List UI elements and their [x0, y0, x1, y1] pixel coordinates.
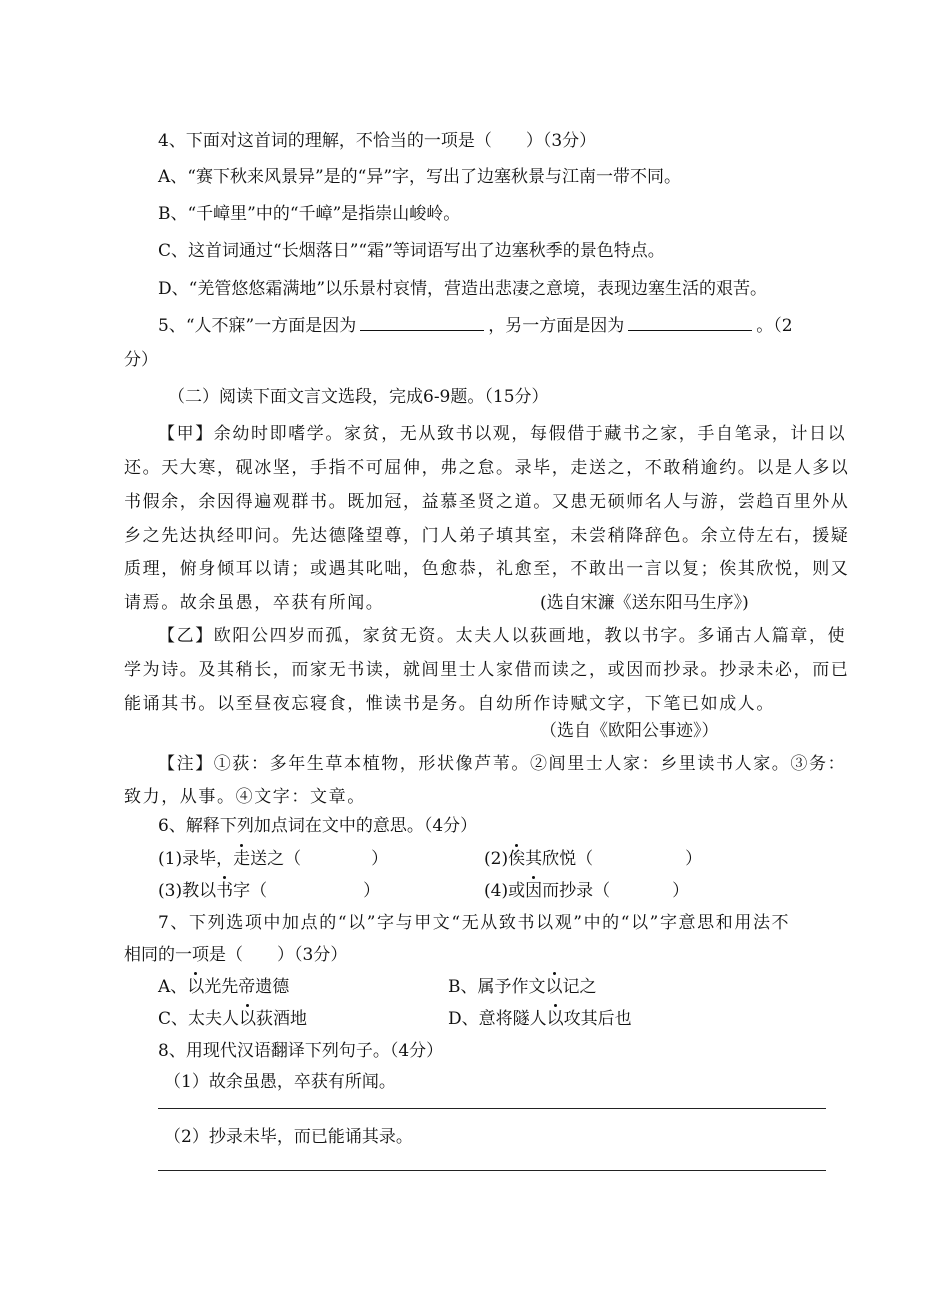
q6-stem: 6、解释下列加点词在文中的意思。（4分） — [158, 816, 478, 836]
q4-option-c: C、这首词通过“长烟落日”“霜”等词语写出了边塞秋季的景色特点。 — [158, 241, 665, 261]
emphasis-dot-char: 以 — [546, 1009, 564, 1029]
note-line2: 致力，从事。④文字：文章。 — [124, 787, 366, 807]
yi-line: 【乙】欧阳公四岁而孤，家贫无资。太夫人以荻画地，教以书字。多诵古人篇章，使 — [158, 626, 847, 646]
answer-line[interactable] — [158, 1108, 826, 1109]
emphasis-dot-char: 俟 — [508, 849, 526, 869]
jia-line: 还。天大寒，砚冰坚，手指不可屈伸，弗之怠。录毕，走送之，不敢稍逾约。以是人多以 — [124, 458, 850, 478]
q7-option-d: D、意将隧人以攻其后也 — [448, 1009, 632, 1029]
q4-option-b: B、“千嶂里”中的“千嶂”是指崇山峻岭。 — [158, 204, 461, 224]
emphasis-dot-char: 因 — [525, 881, 543, 901]
q5-blank-1[interactable] — [360, 316, 484, 331]
q6-item-2: (2)俟其欣悦（ ） — [484, 849, 703, 869]
q5-line1 — [158, 316, 828, 336]
q8-sentence-2: （2）抄录未毕，而已能诵其录。 — [164, 1127, 413, 1147]
q7-line1: 7、下列选项中加点的“以”字与甲文“无从致书以观”中的“以”字意思和用法不 — [158, 913, 791, 933]
emphasis-dot-char: 以 — [545, 977, 563, 997]
q7-option-b: B、属予作文以记之 — [448, 977, 597, 997]
q7-option-c: C、太夫人以荻酒地 — [158, 1009, 308, 1029]
q6-item-4: (4)或因而抄录（ ） — [484, 881, 690, 901]
jia-line: 质理，俯身倾耳以请；或遇其叱咄，色愈恭，礼愈至，不敢出一言以复；俟其欣悦，则又 — [124, 559, 850, 579]
yi-line: 学为诗。及其稍长，而家无书读，就闾里士人家借而读之，或因而抄录。抄录未必，而已 — [124, 660, 850, 680]
q4-option-a: A、“赛下秋来风景异”是的“异”字，写出了边塞秋景与江南一带不同。 — [158, 167, 682, 187]
q7-option-a: A、以光先帝遗德 — [158, 977, 290, 997]
yi-source: （选自《欧阳公事迹》） — [540, 721, 719, 741]
q4-stem: 4、下面对这首词的理解，不恰当的一项是（ ）（3分） — [158, 131, 597, 151]
q6-item-3: (3)教以书字（ ） — [158, 881, 381, 901]
q5-line2: 分） — [124, 350, 158, 370]
jia-line: 书假余，余因得遍观群书。既加冠，益慕圣贤之道。又患无硕师名人与游，尝趋百里外从 — [124, 492, 850, 512]
q4-option-d: D、“羌管悠悠霜满地”以乐景村哀情，营造出悲凄之意境，表现边塞生活的艰苦。 — [158, 279, 768, 299]
emphasis-dot-char: 走 — [233, 849, 251, 869]
jia-line: 【甲】余幼时即嗜学。家贫，无从致书以观，每假借于藏书之家，手自笔录，计日以 — [158, 424, 847, 444]
jia-line: 乡之先达执经叩问。先达德隆望尊，门人弟子填其室，未尝稍降辞色。余立侍左右，援疑 — [124, 526, 850, 546]
q5-blank-2[interactable] — [628, 316, 752, 331]
jia-source: (选自宋濂《送东阳马生序》) — [540, 593, 749, 613]
q8-stem: 8、用现代汉语翻译下列句子。（4分） — [158, 1041, 444, 1061]
note-line1: 【注】①荻：多年生草本植物，形状像芦苇。②闾里士人家：乡里读书人家。③务： — [158, 754, 847, 774]
section-heading: （二）阅读下面文言文选段，完成6-9题。（15分） — [168, 387, 549, 407]
emphasis-dot-char: 以 — [239, 1009, 257, 1029]
q8-sentence-1: （1）故余虽愚，卒获有所闻。 — [164, 1072, 396, 1092]
q5-part3: 。（2 — [756, 316, 793, 336]
jia-line: 请焉。故余虽愚，卒获有所闻。 — [124, 593, 385, 613]
q5-part2: ，另一方面是因为 — [488, 316, 625, 336]
q5-part1: 5、“人不寐”一方面是因为 — [158, 316, 357, 336]
yi-line: 能诵其书。以至昼夜忘寝食，惟读书是务。自幼所作诗赋文字，下笔已如成人。 — [124, 694, 775, 714]
answer-line[interactable] — [158, 1170, 826, 1171]
q7-line2: 相同的一项是（ ）（3分） — [124, 945, 348, 965]
emphasis-dot-char: 以 — [187, 977, 205, 997]
q6-item-1: (1)录毕，走送之（ ） — [158, 849, 389, 869]
emphasis-dot-char: 书 — [216, 881, 234, 901]
